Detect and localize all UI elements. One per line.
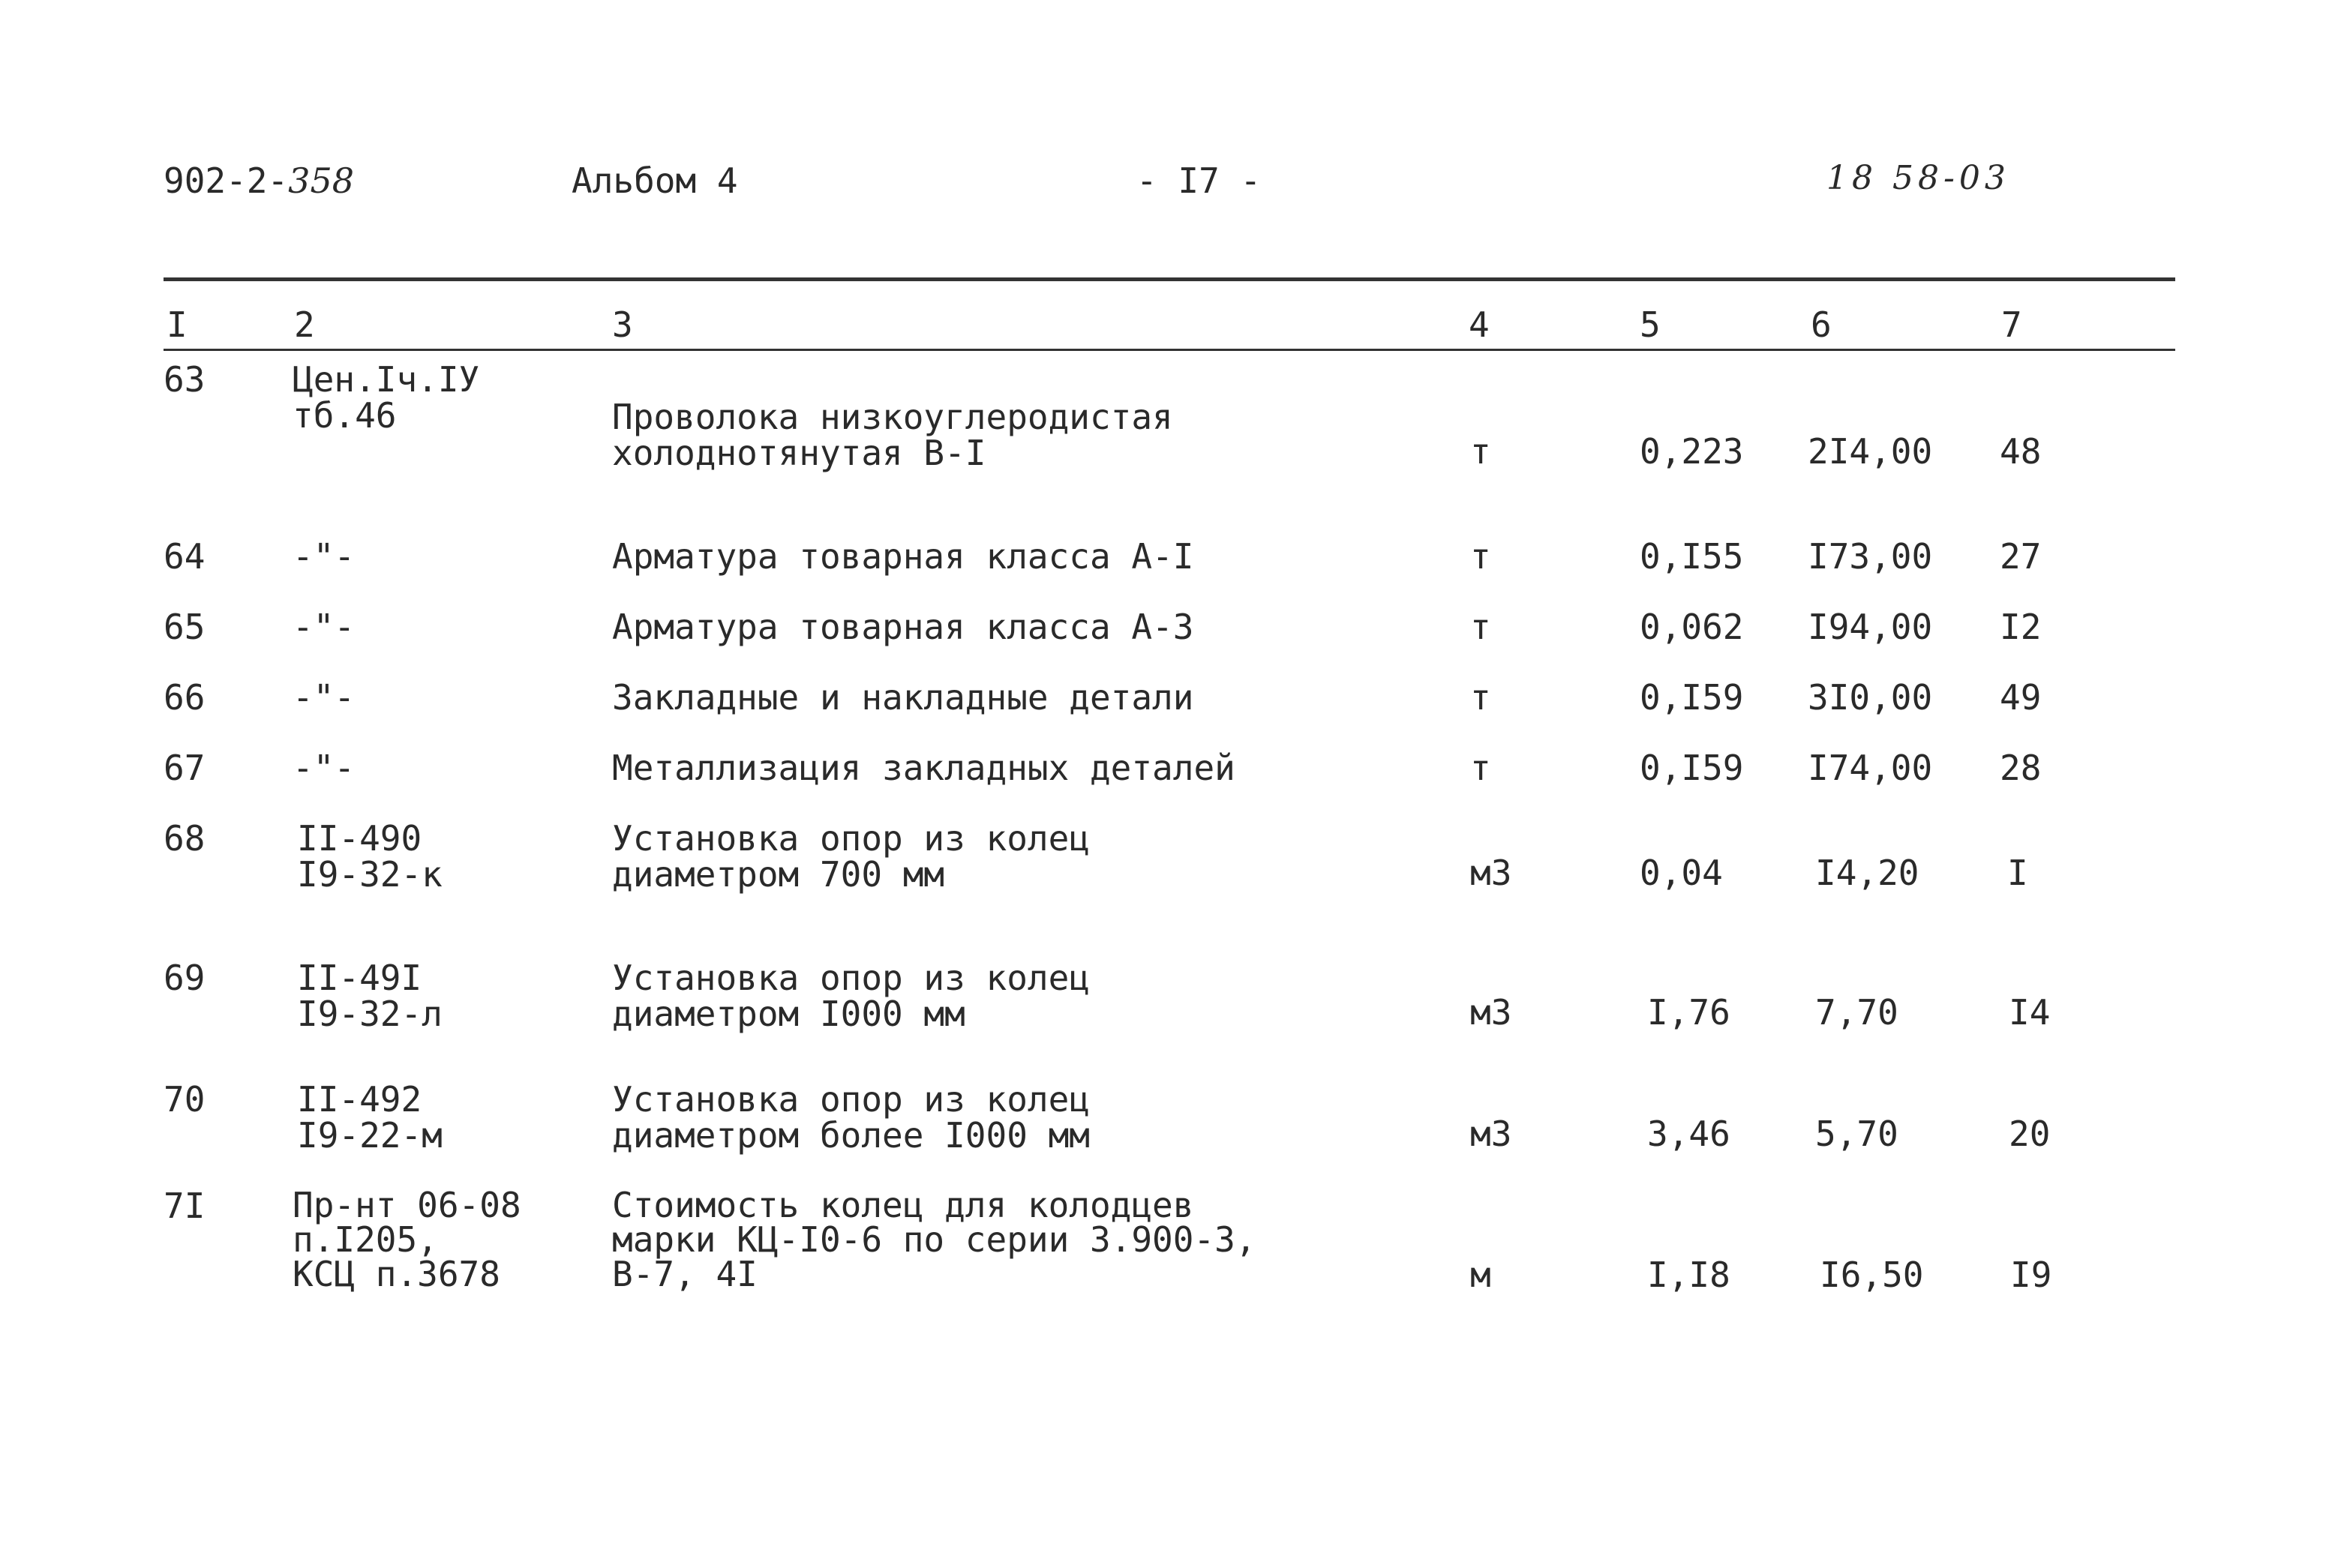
row-number: 69 — [164, 958, 206, 998]
project-code — [164, 160, 354, 201]
row-description: Стоимость колец для колодцев марки КЦ-I0-6 по серии 3.900-3, В-7, 4I — [612, 1185, 1256, 1294]
row-unit-price: I73,00 — [1808, 536, 1933, 577]
row-reference: II-492 I9-22-м — [297, 1079, 443, 1156]
row-total: I — [2007, 853, 2028, 893]
row-number: 63 — [164, 359, 206, 400]
row-number: 66 — [164, 677, 206, 718]
row-quantity: 0,I59 — [1640, 748, 1744, 788]
handwritten-reference: 18 58-03 — [1826, 159, 2010, 197]
row-number: 64 — [164, 536, 206, 577]
row-quantity: 0,062 — [1640, 607, 1744, 647]
row-reference: Цен.Iч.IУ тб.46 — [293, 359, 480, 436]
column-number-7: 7 — [2001, 304, 2022, 345]
row-unit: м3 — [1470, 992, 1512, 1033]
column-number-2: 2 — [294, 304, 315, 345]
table-top-rule — [164, 277, 2175, 281]
row-total: I9 — [2010, 1255, 2052, 1295]
row-description: Закладные и накладные детали — [612, 677, 1194, 718]
row-unit-price: 5,70 — [1815, 1114, 1898, 1154]
column-header-rule — [164, 349, 2175, 351]
row-total: I4 — [2009, 992, 2051, 1033]
row-total: 48 — [2000, 431, 2042, 472]
row-unit: т — [1470, 748, 1491, 788]
row-total: 20 — [2009, 1114, 2051, 1154]
row-quantity: 0,223 — [1640, 431, 1744, 472]
row-number: 67 — [164, 748, 206, 788]
row-description: Установка опор из колец диаметром I000 мм — [612, 958, 1090, 1034]
row-total: I2 — [2000, 607, 2042, 647]
row-description: Металлизация закладных деталей — [612, 748, 1235, 788]
row-unit-price: I6,50 — [1820, 1255, 1924, 1295]
row-description: Арматура товарная класса А-3 — [612, 607, 1194, 647]
column-number-5: 5 — [1640, 304, 1661, 345]
project-code-prefix: 902-2- — [164, 160, 289, 201]
row-unit-price: I94,00 — [1808, 607, 1933, 647]
row-quantity: 0,04 — [1640, 853, 1723, 893]
row-unit: т — [1470, 607, 1491, 647]
row-unit: м3 — [1470, 1114, 1512, 1154]
row-description: Установка опор из колец диаметром 700 мм — [612, 818, 1090, 895]
row-reference: -"- — [293, 677, 356, 718]
row-unit: т — [1470, 536, 1491, 577]
row-unit: м3 — [1470, 853, 1512, 893]
row-number: 7I — [164, 1186, 206, 1226]
row-description: Арматура товарная класса А-I — [612, 536, 1194, 577]
row-unit-price: 3I0,00 — [1808, 677, 1933, 718]
row-number: 70 — [164, 1079, 206, 1120]
album-label: Альбом 4 — [572, 160, 738, 201]
row-unit: т — [1470, 677, 1491, 718]
row-reference: Пр-нт 06-08 п.I205, КСЦ п.3678 — [293, 1185, 521, 1294]
row-total: 28 — [2000, 748, 2042, 788]
row-total: 27 — [2000, 536, 2042, 577]
column-number-6: 6 — [1811, 304, 1832, 345]
page-number: - I7 - — [1136, 160, 1262, 201]
row-quantity: I,76 — [1647, 992, 1730, 1033]
column-number-4: 4 — [1469, 304, 1490, 345]
row-reference: -"- — [293, 748, 356, 788]
row-number: 65 — [164, 607, 206, 647]
row-reference: II-49I I9-32-л — [297, 958, 443, 1034]
row-unit: м — [1470, 1255, 1491, 1295]
row-quantity: 3,46 — [1647, 1114, 1730, 1154]
row-description: Установка опор из колец диаметром более I000 мм — [612, 1079, 1090, 1156]
column-number-1: I — [167, 304, 188, 345]
row-unit: т — [1470, 431, 1491, 472]
row-reference: -"- — [293, 536, 356, 577]
row-quantity: 0,I59 — [1640, 677, 1744, 718]
row-unit-price: I4,20 — [1815, 853, 1919, 893]
row-reference: -"- — [293, 607, 356, 647]
row-number: 68 — [164, 818, 206, 859]
row-total: 49 — [2000, 677, 2042, 718]
project-code-handwritten: 358 — [288, 160, 354, 201]
row-unit-price: 2I4,00 — [1808, 431, 1933, 472]
row-unit-price: I74,00 — [1808, 748, 1933, 788]
row-unit-price: 7,70 — [1815, 992, 1898, 1033]
row-quantity: 0,I55 — [1640, 536, 1744, 577]
row-reference: II-490 I9-32-к — [297, 818, 443, 895]
column-number-3: 3 — [612, 304, 633, 345]
row-quantity: I,I8 — [1647, 1255, 1730, 1295]
row-description: Проволока низкоуглеродистая холоднотянутая В-I — [612, 397, 1173, 473]
